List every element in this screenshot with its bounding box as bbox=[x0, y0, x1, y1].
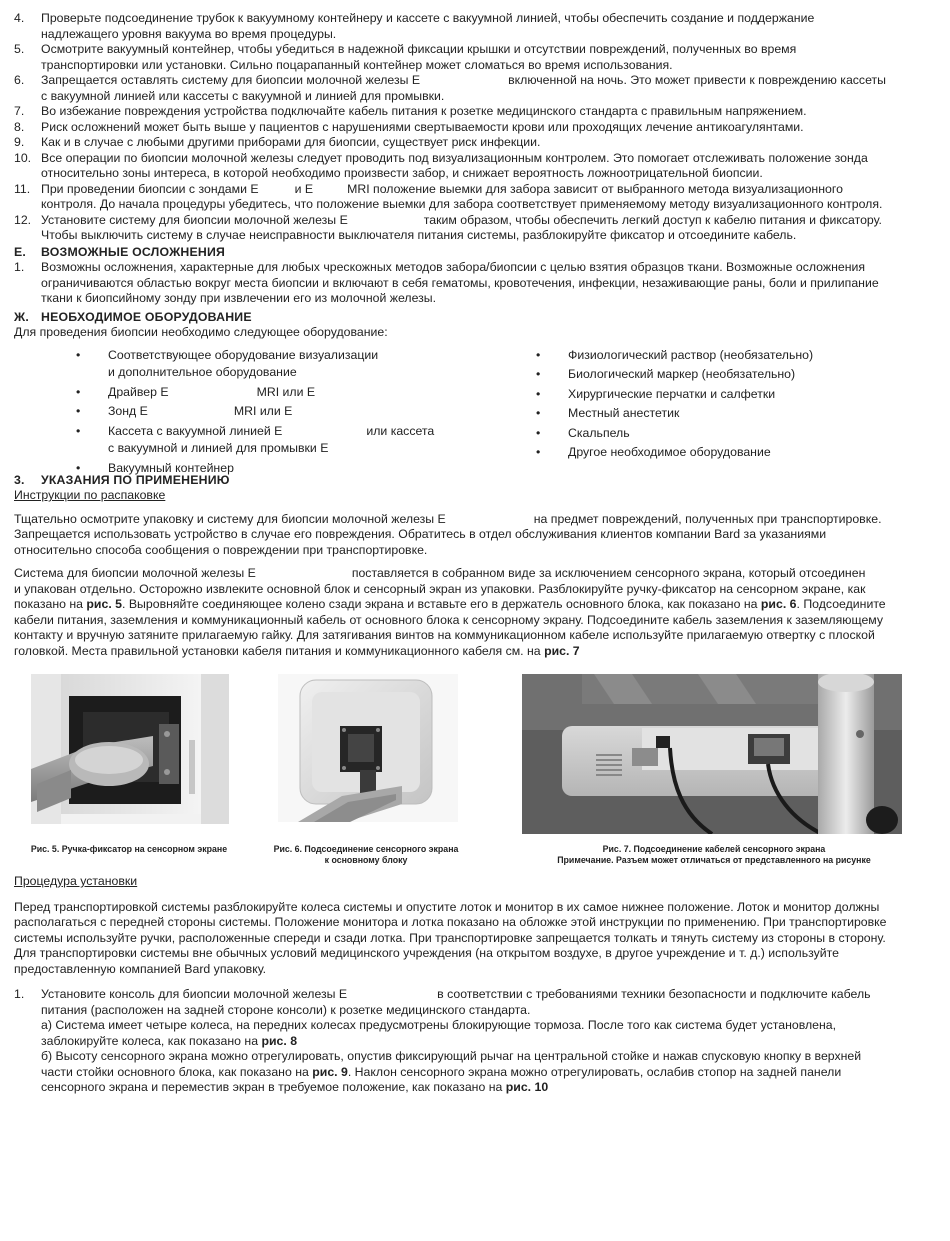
fig7-cable-connection-image bbox=[522, 674, 902, 834]
list-item: 9. Как и в случае с любыми другими приборами для биопсии, существует риск инфекции. bbox=[14, 135, 541, 149]
list-item: • Кассета с вакуумной линией E или кассета с вакуумной и линией для промывки E bbox=[76, 423, 435, 455]
section-heading: Ж. НЕОБХОДИМОЕ ОБОРУДОВАНИЕ bbox=[14, 309, 252, 324]
figure-reference: рис. 8 bbox=[261, 1033, 298, 1048]
item-number: 5. bbox=[14, 42, 25, 56]
precautions-list bbox=[14, 11, 936, 244]
item-number: 9. bbox=[14, 135, 25, 149]
document-page bbox=[14, 11, 936, 1096]
section-heading: 3. УКАЗАНИЯ ПО ПРИМЕНЕНИЮ bbox=[14, 472, 230, 487]
item-number: 11. bbox=[14, 181, 31, 196]
section-heading: E. ВОЗМОЖНЫЕ ОСЛОЖНЕНИЯ bbox=[14, 244, 226, 259]
list-item: • Физиологический раствор (необязательно) bbox=[536, 347, 814, 362]
subsection-title: Процедура установки bbox=[14, 874, 138, 888]
list-item: 10. Все операции по биопсии молочной железы следует проводить под визуализационным контролем. Это помогает отслеживать положение зонда относительно зоны интереса, в которой необходимо произвести забор, и снижает вероятность ложноотрицательной биопсии. bbox=[14, 150, 868, 180]
list-item: 5. Осмотрите вакуумный контейнер, чтобы убедиться в надежной фиксации крышки и отсутствии повреждений, полученных во время транспортировки или установки. Сильно поцарапанный контейнер может сломаться во время использования. bbox=[14, 42, 797, 72]
list-item: 4. Проверьте подсоединение трубок к вакуумному контейнеру и кассете с вакуумной линией, чтобы обеспечить создание и поддержание надлежащего уровня вакуума во время процедуры. bbox=[14, 11, 815, 41]
fig5-fixing-handle-image bbox=[31, 674, 229, 824]
list-item: 6. Запрещается оставлять систему для биопсии молочной железы E включенной на ночь. Это может привести к повреждению кассеты с вакуумной линией или кассеты с вакуумной и линией для промывки. bbox=[14, 73, 886, 103]
item-number: 4. bbox=[14, 11, 25, 25]
equipment-list-left bbox=[76, 347, 434, 480]
list-item: 8. Риск осложнений может быть выше у пациентов с нарушениями свертываемости крови или проходящих лечение антикоагулянтами. bbox=[14, 119, 804, 134]
list-item: 11. При проведении биопсии с зондами E и E MRI положение выемки для забора зависит от выбранного метода визуализационного контроля. До начала процедуры убедитесь, что положение выемки для забора соответствует применяемому методу визуализационного контроля. bbox=[14, 181, 883, 211]
list-item: • Скальпель bbox=[536, 425, 630, 440]
figure-reference: рис. 10 bbox=[505, 1080, 549, 1094]
list-item: • Драйвер E MRI или E bbox=[76, 384, 316, 399]
list-item: • Вакуумный контейнер bbox=[76, 460, 234, 475]
list-item: • Зонд E MRI или E bbox=[76, 404, 293, 418]
paragraph: Тщательно осмотрите упаковку и систему для биопсии молочной железы E на предмет повреждений, полученных при транспортировке. Запрещается использовать устройство в случае его повреждения. Обратитесь в отдел обслуживания клиентов компании Bard за указаниями относительно способа сообщения о повреждении при транспортировке. bbox=[14, 511, 882, 557]
item-number: 1. bbox=[14, 260, 25, 274]
item-number: 10. bbox=[14, 150, 32, 165]
fig5-caption: Рис. 5. Ручка-фиксатор на сенсорном экране bbox=[30, 844, 228, 854]
figures-row bbox=[14, 674, 936, 874]
figure-reference: рис. 6 bbox=[760, 597, 797, 611]
list-item: • Соответствующее оборудование визуализации и дополнительное оборудование bbox=[76, 347, 379, 379]
equipment-list-right bbox=[536, 347, 813, 464]
item-number: 6. bbox=[14, 73, 25, 87]
figure-reference: рис. 7 bbox=[544, 643, 580, 658]
list-item: • Хирургические перчатки и салфетки bbox=[536, 386, 776, 401]
list-item: • Биологический маркер (необязательно) bbox=[536, 367, 796, 381]
figure-reference: рис. 9 bbox=[312, 1064, 348, 1079]
list-item: 7. Во избежание повреждения устройства подключайте кабель питания к розетке медицинского стандарта с правильным напряжением. bbox=[14, 104, 807, 118]
figure-reference: рис. 5 bbox=[86, 597, 123, 611]
item-number: 1. bbox=[14, 987, 25, 1001]
list-item: 1. Установите консоль для биопсии молочной железы E в соответствии с требованиями техники безопасности и подключите кабель питания (расположен на задней стороне консоли) к розетке медицинского стандарта. а) Система имеет четыре колеса, на передних колесах предусмотрены блокирующие тормоза. После того как система будет установлена, заблокируйте колеса, как показано на рис. 8 б) Высоту сенсорного экрана можно отрегулировать, опустив фиксирующий рычаг на центральной стойке и нажав спусковую кнопку в верхней части стойки основного блока, как показано на рис. 9. Наклон сенсорного экрана можно отрегулировать, ослабив стопор на задней панели сенсорного экрана и переместив экран в требуемое положение, как показано на рис. 10 bbox=[14, 987, 871, 1094]
list-item: 1. Возможны осложнения, характерные для любых чрескожных методов забора/биопсии с целью взятия образцов ткани. Возможные осложнения ограничиваются областью вокруг места биопсии и включают в себя гематомы, кровотечения, инфекции, незаживающие раны, боли и прилипание ткани к биопсийному зонду при извлечении его из молочной железы. bbox=[14, 260, 879, 305]
paragraph: Система для биопсии молочной железы E поставляется в собранном виде за исключением сенсорного экрана, который отсоединен и упакован отдельно. Осторожно извлеките основной блок и сенсорный экран из упаковки. Разблокируйте ручку-фиксатор на сенсорном экране, как показано на рис. 5. Выровняйте соединяющее колено сзади экрана и вставьте его в держатель основного блока, как показано на рис. 6. Подсоедините кабели питания, заземления и коммуникационный кабель от основного блока к сенсорному экрану. Подсоедините кабель заземления к заземляющему контакту и вручную затяните прилагаемую гайку. Для затягивания винтов на коммуникационном кабеле используйте прилагаемую отвертку с плоской головкой. Места правильной установки кабеля питания и коммуникационного кабеля см. на рис. 7 bbox=[14, 566, 886, 658]
list-item: • Другое необходимое оборудование bbox=[536, 445, 771, 459]
fig6-caption: Рис. 6. Подсоединение сенсорного экрана к основному блоку bbox=[273, 844, 459, 865]
subsection-title: Инструкции по распаковке bbox=[14, 488, 166, 502]
fig7-caption: Рис. 7. Подсоединение кабелей сенсорного экрана Примечание. Разъем может отличаться от представленного на рисунке bbox=[557, 844, 871, 865]
item-number: 8. bbox=[14, 119, 25, 134]
equipment-list bbox=[14, 347, 936, 475]
list-item: 12. Установите систему для биопсии молочной железы E таким образом, чтобы обеспечить легкий доступ к кабелю питания и фиксатору. Чтобы выключить систему в случае неисправности выключателя питания системы, разблокируйте фиксатор и отсоедините кабель. bbox=[14, 212, 882, 242]
list-item: • Местный анестетик bbox=[536, 406, 680, 420]
item-number: 12. bbox=[14, 212, 32, 227]
paragraph: Перед транспортировкой системы разблокируйте колеса системы и опустите лоток и монитор в их самое нижнее положение. Лоток и монитор должны располагаться с передней стороны системы. Положение монитора и лотка показано на обложке этой инструкции по применению. При транспортировке системы используйте ручки, расположенные спереди и сзади лотка. При транспортировке запрещается толкать и тянуть систему из стороны в сторону. Для транспортировки системы вне обычных условий медицинского учреждения (на открытом воздухе, в другое учреждение и т. д.) используйте предоставленную компанией Bard упаковку. bbox=[14, 899, 887, 976]
section-intro: Для проведения биопсии необходимо следующее оборудование: bbox=[14, 325, 388, 339]
item-number: 7. bbox=[14, 104, 25, 118]
fig6-touchscreen-connection-image bbox=[278, 674, 458, 822]
